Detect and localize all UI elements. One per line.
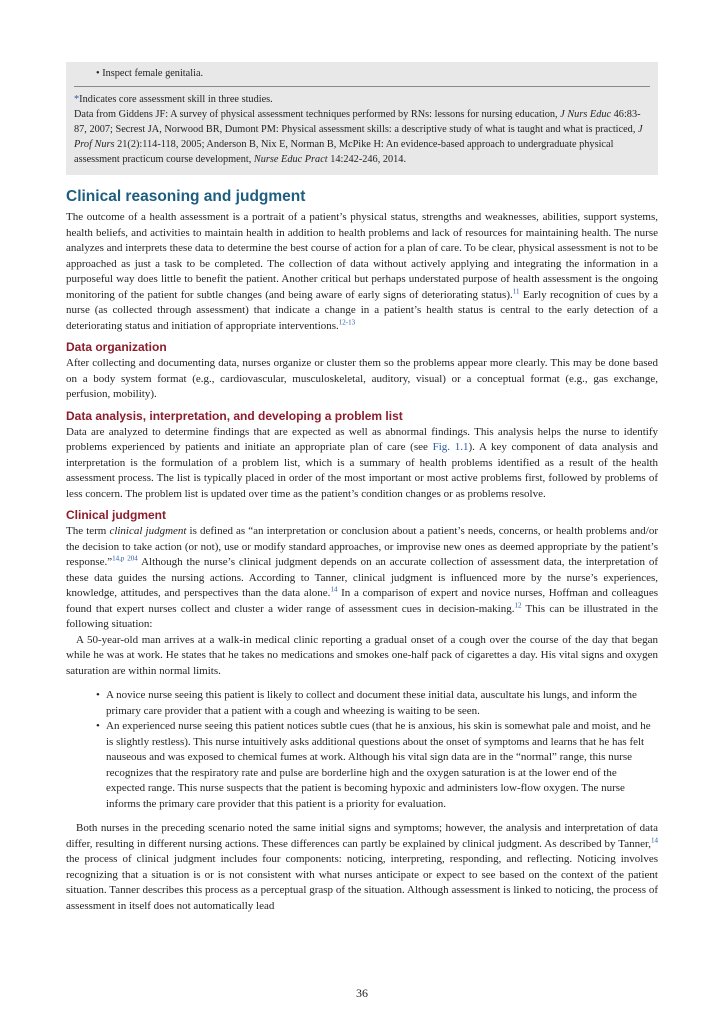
data-organization-paragraph: After collecting and documenting data, nurses organize or cluster them so the problems appear more clearly. This may be done based on a body system format (e.g., cardiovascular, musculoskeletal, auditory, visual) or a conceptual format (e.g., gas exchange, perfusion, mobility).: [66, 357, 658, 400]
final-text-b: the process of clinical judgment includes four components: noticing, interpreting, responding, and reflecting. Noticing involves recognizing that a situation is or is not consistent with what nurses anticipate or expect to see based on the context of the patient situation. Tanner describes this process as a perceptual grasp of the situation. Although assessment is linked to noticing, the process of assessment in itself does not automatically lead: [66, 853, 658, 912]
box-divider: [74, 86, 650, 87]
intro-text-a: The outcome of a health assessment is a portrait of a patient’s physical status, strengths and weaknesses, abilities, support systems, health beliefs, and activities to maintain health in addition to health problems and lack of resources for maintaining health. The nurse analyzes and interprets these data to determine the best course of action for a plan of care. To be clear, physical assessment is not to be approached as just a task to be completed. The collection of data without actively applying and integrating the information in a purposeful way does little to benefit the patient. Another critical but perhaps understated purpose of health assessment is the ongoing monitoring of the patient for subtle changes (and being aware of early signs of deteriorating status).: [66, 211, 658, 301]
novice-nurse-bullet: • A novice nurse seeing this patient is likely to collect and document these initial data, auscultate his lungs, and inform the primary care provider that a patient with a cough and wheezing is waiting to be seen.: [96, 688, 658, 719]
data-analysis-text-b: ). A key component of data analysis and interpretation is the formulation of a problem list, which is a summary of health problems identified as a result of the health assessment process. The list is typically placed in order of the most important or most active problems first, followed by problems of less concern. The problem list is updated over time as the patient’s condition changes or as problems resolve.: [66, 441, 658, 500]
final-paragraph: [66, 821, 658, 914]
reference-link-14-p204[interactable]: 14,p 204: [112, 554, 138, 563]
cj-text-3: Although the nurse’s clinical judgment depends on an accurate collection of assessment data, the interpretation of these data guides the nursing actions. According to Tanner, clinical judgment is influenced more by the nurse’s experiences, knowledge, attitudes, and perspectives than the data alone.: [66, 556, 659, 599]
reference-link-14-b[interactable]: 14: [651, 835, 658, 844]
citation-part-4: 14:242-246, 2014.: [327, 154, 407, 165]
cj-text-4: In a comparison of expert and novice nurses, Hoffman and colleagues found that expert nurses collect and cluster a wider range of assessment cues in decision-making.: [66, 587, 658, 615]
data-organization-heading: Data organization: [66, 340, 167, 354]
reference-link-11[interactable]: 11: [512, 286, 520, 295]
citation-journal-2: J Prof Nurs: [74, 124, 643, 150]
citation-part-1: Data from Giddens JF: A survey of physical assessment techniques performed by RNs: lessons for nursing education,: [74, 109, 561, 120]
assessment-skills-box: [66, 62, 658, 175]
intro-text-b: Early recognition of cues by a nurse (as collected through assessment) that indicate a change in a patient’s health status is central to the early detection of a deteriorating status and initiation of appropriate interventions.: [66, 288, 658, 332]
footnote-text: Indicates core assessment skill in three studies.: [79, 94, 273, 105]
section-title: Clinical reasoning and judgment: [66, 188, 306, 205]
intro-paragraph: [66, 210, 658, 334]
scenario-bullet-list: [96, 688, 658, 812]
reference-link-12[interactable]: 12: [514, 600, 522, 609]
box-source-citation: [74, 107, 650, 167]
citation-journal-3: Nurse Educ Pract: [253, 154, 328, 165]
figure-link[interactable]: Fig. 1.1: [432, 441, 469, 453]
cj-text-2: is defined as “an interpretation or conclusion about a patient’s needs, concerns, or health problems and/or the decision to take action (or not), use or modify standard approaches, or improvise new ones as deemed appropriate by the patient’s response.”: [66, 525, 658, 568]
box-bullet-text: Inspect female genitalia.: [102, 68, 204, 79]
box-bullet-item: • Inspect female genitalia.: [96, 68, 204, 79]
cj-text-5: This can be illustrated in the following situation:: [66, 602, 658, 630]
reference-link-14[interactable]: 14: [330, 585, 338, 594]
clinical-judgment-paragraph: [66, 524, 658, 633]
page-content: [66, 0, 658, 914]
cj-text-1: The term: [66, 525, 110, 537]
citation-part-2: 46:83-87, 2007; Secrest JA, Norwood BR, Dumont PM: Physical assessment skills: a descriptive study of what is taught and what is practiced,: [74, 109, 641, 135]
data-analysis-text-a: Data are analyzed to determine findings that are expected as well as abnormal findings. This analysis helps the nurse to identify problems experienced by patients and initiate an appropriate plan of care (see: [66, 425, 658, 453]
citation-journal-1: J Nurs Educ: [560, 109, 612, 120]
clinical-judgment-heading: Clinical judgment: [66, 508, 167, 522]
box-footnote: [74, 92, 650, 107]
final-text-a: Both nurses in the preceding scenario noted the same initial signs and symptoms; however, the analysis and interpretation of data differ, resulting in different nursing actions. These differences can partly be explained by clinical judgment. As described by Tanner,: [66, 822, 658, 850]
reference-link-12-13[interactable]: 12-13: [338, 317, 356, 326]
scenario-paragraph: A 50-year-old man arrives at a walk-in medical clinic reporting a gradual onset of a cough over the course of the day that began while he was at work. He states that he takes no medications and smokes one-half pack of cigarettes a day. His vital signs and oxygen saturation are within normal limits.: [66, 633, 658, 677]
experienced-nurse-bullet: • An experienced nurse seeing this patient notices subtle cues (that he is anxious, his skin is somewhat pale and moist, and he is slightly restless). This nurse intuitively asks additional questions about the onset of symptoms and learns that he has felt nauseous and was exposed to chemical fumes at work. Although his vital sign data are in the “normal” range, this nurse recognizes that the respiratory rate and pulse are borderline high and the oxygen saturation is at the lower end of the expected range. This nurse suspects that the patient is becoming hypoxic and administers low-flow oxygen. The nurse informs the primary care provider that this patient is a priority for evaluation.: [96, 719, 658, 812]
page-number: 36: [356, 986, 368, 1000]
footnote-asterisk: *: [74, 94, 80, 105]
cj-term: clinical judgment: [109, 525, 187, 537]
citation-part-3: 21(2):114-118, 2005; Anderson B, Nix E, Norman B, McPike H: An evidence-based approach to undergraduate physical assessment practicum course development,: [74, 139, 614, 165]
data-analysis-paragraph: [66, 425, 658, 503]
data-analysis-heading: Data analysis, interpretation, and developing a problem list: [66, 408, 403, 423]
